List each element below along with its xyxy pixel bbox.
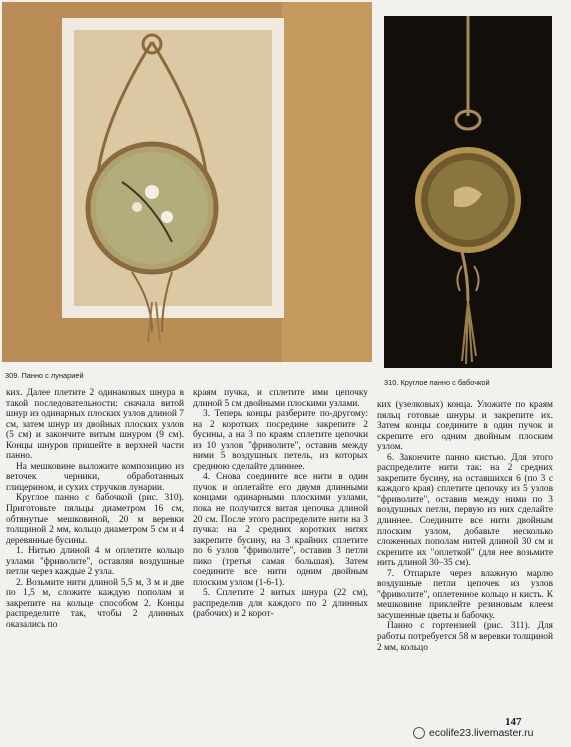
watermark [413,727,533,739]
caption-figure-309: 309. Панно с лунарией [5,371,84,380]
text-column-3 [377,400,553,653]
paragraph: На мешковине выложите композицию из веточек черники, обработанных глицерином, и сухих стручков лунарии. [6,461,184,493]
paragraph-heading-round-panel: Круглое панно с бабочкой (рис. 310). Приготовьте пяльцы диаметром 16 см, обтянутые мешковиной, 20 м веревки толщиной 2 мм, кольцо диаметром 5 см и 4 деревянные бусины. [6,493,184,546]
paragraph: 6. Закончите панно кистью. Для этого распределите нити так: на 2 средних закрепите бусину, на оставшихся 6 (по 3 с каждого края) сплетите цепочку из 5 узлов "фриволите", оставив между ними по 3 воздушных петли, первую из них сделайте длиннее. Соедините все нити двойным плоским узлом, добавьте несколько сложенных пополам нитей длиной 30 см и скрепите их "оплеткой" (для нее возьмите нить длиной 30–35 см). [377,452,553,569]
paragraph-heading-hortensia: Панно с гортензией (рис. 311). Для работы потребуется 58 м веревки толщиной 2 мм, кольцо [377,621,553,653]
paragraph: ких (узелковых) конца. Уложите по краям пяльц готовые шнуры и закрепите их. Затем концы соедините в один пучок и скрепите его одним двойным плоским узлом. [377,400,553,453]
round-panel-illustration [384,16,552,368]
panel-lunaria-illustration [2,2,372,362]
watermark-logo-icon [413,727,425,739]
photo-panel-lunaria [2,2,372,362]
paragraph: 4. Снова соедините все нити в один пучок и оплетайте его двумя длинными концами одинарными плоскими узлами, пока не получится витая цепочка длиной 20 см. После этого распределите нити на 3 пучка: на 2 средних коротких нитях закрепите бусину, на 3 крайних сплетите по 6 узлов "фриволите", оставив 3 петли пико (третья самая большая). Затем соедините все нити одним двойным плоским узлом (1-6-1). [193,472,368,588]
paragraph: краям пучка, и сплетите ими цепочку длиной 5 см двойными плоскими узлами. [193,388,368,409]
paragraph: 2. Возьмите нити длиной 5,5 м, 3 м и две по 1,5 м, сложите каждую пополам и закрепите на кольце способом 2. Концы распределите так, чтобы 2 длинных оказались по [6,577,184,631]
page-number: 147 [505,716,522,728]
paragraph: 1. Нитью длиной 4 м оплетите кольцо узлами "фриволите", оставляя воздушные петли через каждые 2 узла. [6,546,184,578]
paragraph: ких. Далее плетите 2 одинаковых шнура в такой последовательности: сначала витой шнур из одинарных плоских узлов длиной 7 см, затем шнур из двойных плоских узлов (5 см) и закончите витым шнуром (9 см). Концы шнуров пришейте в верхней части панно. [6,388,184,462]
paragraph: 3. Теперь концы разберите по-другому: на 2 коротких посредине закрепите 2 бусины, а на 3 по краям сплетите цепочки из 10 узлов "фриволите", оставив между ними 5 воздушных петель, из которых среднюю сделайте длиннее. [193,409,368,472]
watermark-text: ecolife23.livemaster.ru [429,727,534,739]
caption-figure-310: 310. Круглое панно с бабочкой [384,378,490,387]
text-column-1 [6,388,184,631]
paragraph: 5. Сплетите 2 витых шнура (22 см), распределив для каждого по 2 длинных (рабочих) и 2 корот- [193,588,368,620]
text-column-2 [193,388,368,620]
photo-round-panel-butterfly [384,16,552,368]
paragraph: 7. Отпарьте через влажную марлю воздушные петли цепочек из узлов "фриволите", оплетенное кольцо и кисть. К мешковине приклейте резиновым клеем засушенные цветы и бабочку. [377,568,553,621]
